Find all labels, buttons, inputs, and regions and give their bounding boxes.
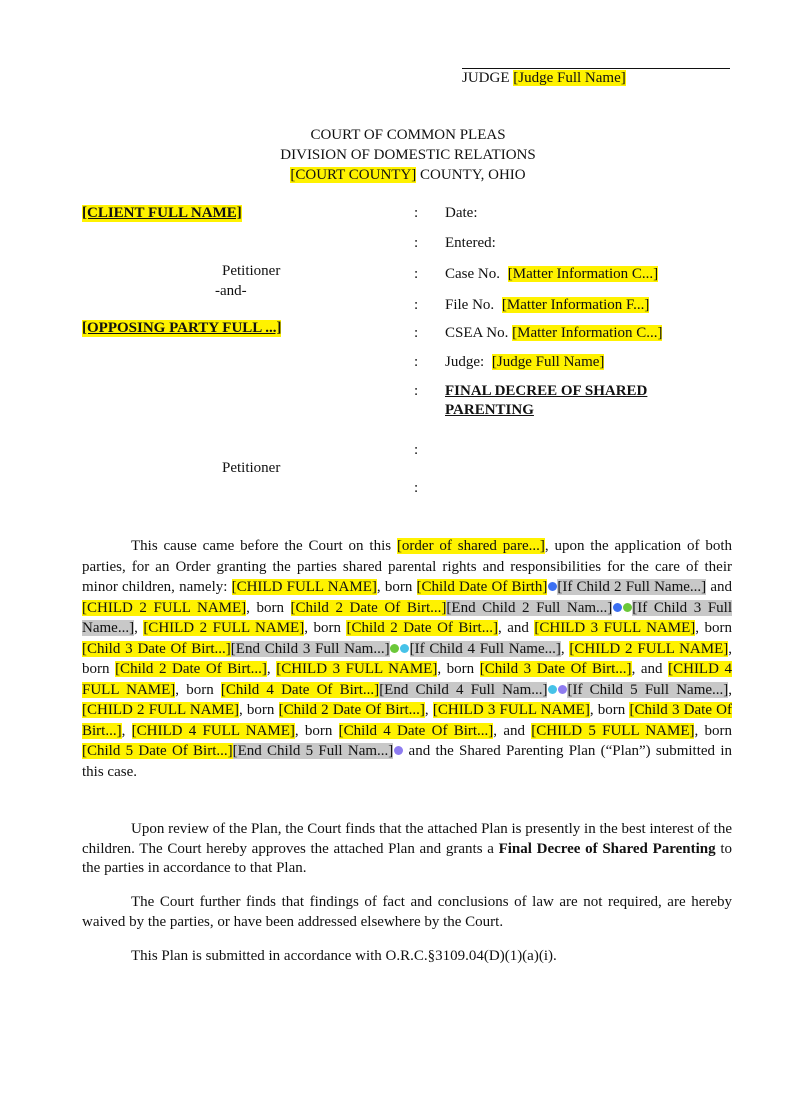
body-text: This Plan is submitted in accordance with O.R.C.§3109.04(D)(1)(a)(i). (131, 948, 557, 964)
conditional-field[interactable]: [If Child 3 Full Name...] (82, 599, 733, 636)
caption-judge-field[interactable]: [Judge Full Name] (491, 354, 605, 370)
caption-judge-row (445, 354, 604, 371)
body-text: , born (175, 681, 221, 698)
merge-field[interactable]: [Child 3 Date Of Birt...] (479, 661, 632, 677)
marker-dot-teal-icon (400, 644, 409, 653)
body-text: , (121, 722, 132, 739)
merge-field[interactable]: [Child 2 Date Of Birt...] (290, 599, 447, 616)
body-text: to the parties in accordance to that Plan. (82, 840, 732, 876)
marker-dot-green-icon (390, 644, 399, 653)
body-text: , born (304, 620, 347, 636)
body-text: , and (493, 722, 532, 739)
conditional-field[interactable]: [If Child 5 Full Name...] (567, 681, 729, 698)
judge-signature-line (462, 68, 730, 69)
marker-dot-purple-icon (394, 746, 403, 755)
caption-colon: : (414, 205, 419, 221)
court-county-line (0, 167, 800, 184)
merge-field[interactable]: [CHILD 2 FULL NAME] (82, 702, 239, 718)
body-text: and the Shared Parenting Plan (“Plan”) submitted in this case. (82, 743, 732, 780)
marker-dot-teal-icon (548, 685, 557, 694)
body-text: , (266, 661, 277, 677)
case-number-label: Case No. (445, 266, 500, 282)
entered-label: Entered: (445, 235, 496, 251)
merge-field[interactable]: [CHILD 5 FULL NAME] (531, 722, 695, 739)
csea-number-label: CSEA No. (445, 325, 509, 341)
decree-title-line1: FINAL DECREE OF SHARED (445, 383, 648, 399)
merge-field[interactable]: [CHILD 2 FULL NAME] (569, 640, 729, 657)
body-text: , and (631, 661, 669, 677)
caption-colon: : (414, 480, 419, 496)
body-text: , born (294, 722, 339, 739)
paragraph-review (82, 820, 732, 879)
merge-field[interactable]: [Child 5 Date Of Birt...] (82, 743, 233, 759)
merge-field[interactable]: [Child 2 Date Of Birt...] (278, 702, 425, 718)
caption-judge-label: Judge: (445, 354, 485, 370)
judge-header-prefix: JUDGE (462, 70, 510, 86)
merge-field[interactable]: [CHILD 4 FULL NAME] (131, 722, 295, 739)
case-number-row (445, 266, 658, 283)
merge-field[interactable]: [CHILD 3 FULL NAME] (432, 702, 590, 718)
body-text: , born (376, 579, 417, 595)
body-text: , born (695, 620, 732, 636)
body-text: , born (437, 661, 480, 677)
body-text: , upon the application of both parties, for an Order granting the parties shared parental rights and responsibilities for the care of their minor children, namely: (82, 538, 732, 595)
caption-colon: : (414, 266, 419, 282)
merge-field[interactable]: [CHILD FULL NAME] (231, 579, 377, 595)
body-text: Upon review of the Plan, the Court finds that the attached Plan is presently in the best interest of the children. The Court hereby approves the attached Plan and grants a (82, 821, 732, 857)
marker-dot-blue-icon (613, 603, 622, 612)
merge-field[interactable]: [Child Date Of Birth] (416, 579, 548, 595)
csea-number-field[interactable]: [Matter Information C...] (512, 325, 663, 341)
body-text: The Court further finds that findings of fact and conclusions of law are not required, are hereby waived by the parties, or have been addressed elsewhere by the Court. (82, 894, 732, 930)
conditional-field[interactable]: [End Child 3 Full Nam...] (230, 640, 390, 657)
body-text: This cause came before the Court on this (131, 538, 397, 554)
body-text: , (728, 681, 733, 698)
conditional-field[interactable]: [End Child 2 Full Nam...] (446, 599, 613, 616)
paragraph-cause (82, 536, 732, 782)
marker-dot-blue-icon (548, 582, 557, 591)
petitioner-label-2: Petitioner (222, 460, 281, 476)
caption-colon: : (414, 354, 419, 370)
merge-field[interactable]: [Child 2 Date Of Birt...] (115, 661, 267, 677)
body-text: , born (589, 702, 630, 718)
merge-field[interactable]: [Child 4 Date Of Birt...] (338, 722, 494, 739)
paragraph-findings (82, 893, 732, 932)
court-county-field[interactable]: [COURT COUNTY] (290, 167, 417, 183)
judge-header (462, 70, 626, 87)
and-label: -and- (215, 283, 247, 299)
caption-colon: : (414, 383, 419, 399)
court-county-suffix: COUNTY, OHIO (420, 167, 526, 183)
marker-dot-green-icon (623, 603, 632, 612)
opposing-party-name-field[interactable]: [OPPOSING PARTY FULL ...] (82, 320, 282, 336)
merge-field[interactable]: [Child 3 Date Of Birt...] (82, 640, 231, 657)
court-title-line2: DIVISION OF DOMESTIC RELATIONS (280, 147, 536, 163)
body-text: , born (694, 722, 732, 739)
client-full-name-field[interactable]: [CLIENT FULL NAME] (82, 205, 242, 221)
body-text: , (424, 702, 433, 718)
decree-title-line2: PARENTING (445, 402, 534, 418)
merge-field[interactable]: [CHILD 3 FULL NAME] (534, 620, 696, 636)
merge-field[interactable]: [CHILD 4 FULL NAME] (82, 661, 732, 698)
file-number-label: File No. (445, 297, 495, 313)
merge-field[interactable]: [CHILD 3 FULL NAME] (276, 661, 438, 677)
body-text: and (706, 579, 732, 595)
conditional-field[interactable]: [If Child 4 Full Name...] (409, 640, 561, 657)
conditional-field[interactable]: [End Child 4 Full Nam...] (379, 681, 548, 698)
caption-colon: : (414, 297, 419, 313)
merge-field[interactable]: [CHILD 2 FULL NAME] (82, 599, 247, 616)
conditional-field[interactable]: [End Child 5 Full Nam...] (232, 743, 394, 759)
merge-field[interactable]: [CHILD 2 FULL NAME] (143, 620, 305, 636)
final-decree-bold-text: Final Decree of Shared Parenting (498, 840, 716, 857)
caption-colon: : (414, 235, 419, 251)
case-number-field[interactable]: [Matter Information C...] (507, 266, 659, 282)
merge-field[interactable]: [Child 2 Date Of Birt...] (346, 620, 498, 636)
conditional-field[interactable]: [If Child 2 Full Name...] (557, 579, 707, 595)
body-text: , born (238, 702, 279, 718)
court-title-line1: COURT OF COMMON PLEAS (310, 127, 506, 143)
petitioner-label-1: Petitioner (222, 263, 281, 279)
body-text: , and (497, 620, 535, 636)
merge-field[interactable]: [order of shared pare...] (396, 538, 545, 554)
body-text: , (134, 620, 144, 636)
merge-field[interactable]: [Child 3 Date Of Birt...] (82, 702, 733, 739)
body-text: , born (246, 599, 291, 616)
judge-name-field[interactable]: [Judge Full Name] (513, 70, 626, 86)
merge-field[interactable]: [Child 4 Date Of Birt...] (220, 681, 380, 698)
csea-number-row (445, 325, 662, 342)
caption-colon: : (414, 442, 419, 458)
body-text: , born (82, 640, 733, 677)
paragraph-statute (82, 947, 732, 967)
file-number-row (445, 297, 649, 314)
body-text: , (560, 640, 570, 657)
date-label: Date: (445, 205, 478, 221)
caption-colon: : (414, 325, 419, 341)
file-number-field[interactable]: [Matter Information F...] (501, 297, 650, 313)
marker-dot-purple-icon (558, 685, 567, 694)
